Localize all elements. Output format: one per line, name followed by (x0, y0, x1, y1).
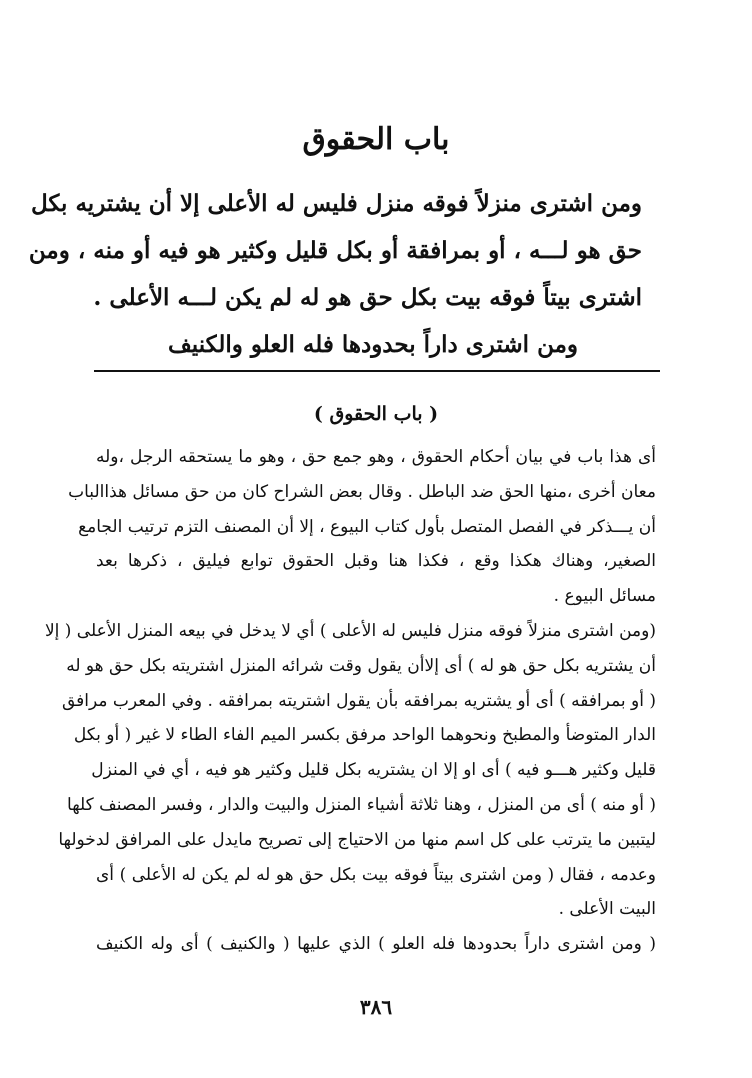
commentary-line: مسائل البيوع . (553, 586, 656, 607)
commentary-line: (ومن اشترى منزلاً فوقه منزل فليس له الأعلى ) أي لا يدخل في بيعه المنزل الأعلى ( إلا (44, 620, 656, 641)
matn-line: ومن اشترى منزلاً فوقه منزل فليس له الأعلى إلا أن يشتريه بكل (30, 190, 642, 217)
commentary-line: ( أو منه ) أى من المنزل ، وهنا ثلاثة أشياء المنزل والبيت والدار ، وفسر المصنف كلها (67, 794, 656, 815)
commentary-line: أن يشتريه بكل حق هو له ) أى إلاأن يقول وقت شرائه المنزل اشتريته بكل حق هو له (66, 655, 656, 676)
commentary-line: ( ومن اشترى داراً بحدودها فله العلو ) الذي عليها ( والكنيف ) أى وله الكنيف (96, 934, 656, 955)
chapter-title: باب الحقوق (302, 122, 450, 157)
commentary-line: الصغير، وهناك هكذا وقع ، فكذا هنا وقبل الحقوق توابع فيليق ، ذكرها بعد (96, 551, 656, 572)
commentary-line: الدار المتوضأ والمطبخ ونحوهما الواحد مرفق بكسر الميم الفاء الطاء لا غير ( أو بكل (73, 725, 656, 746)
matn-line: ومن اشترى داراً بحدودها فله العلو والكنيف (167, 331, 579, 358)
commentary-line: وعدمه ، فقال ( ومن اشترى بيتاً فوقه بيت بكل حق هو له لم يكن له الأعلى ) أى (96, 864, 656, 885)
commentary-line: ( أو بمرافقه ) أى أو يشتريه بمرافقه بأن يقول اشتريته بمرافقه . وفي المعرب مرافق (61, 690, 656, 711)
commentary-paragraph (96, 927, 656, 962)
commentary-block (44, 440, 656, 962)
matn-block (28, 180, 642, 368)
commentary-line: قليل وكثير هـــو فيه ) أى او إلا ان يشتريه بكل قليل وكثير هو فيه ، أي في المنزل (91, 760, 656, 781)
commentary-line: معان أخرى ،منها الحق ضد الباطل . وقال بعض الشراح كان من حق مسائل هذاالباب (68, 481, 656, 502)
commentary-heading: ( باب الحقوق ) (313, 403, 439, 425)
matn-line: اشترى بيتاً فوقه بيت بكل حق هو له لم يكن لـــه الأعلى . (93, 284, 642, 311)
matn-line: حق هو لـــه ، أو بمرافقة أو بكل قليل وكثير هو فيه أو منه ، ومن (28, 237, 642, 264)
commentary-paragraph (44, 614, 656, 927)
commentary-line: أن يـــذكر في الفصل المتصل بأول كتاب البيوع ، إلا أن المصنف التزم ترتيب الجامع (78, 516, 656, 537)
commentary-line: ليتبين ما يترتب على كل اسم منها من الاحتياج إلى تصريح مايدل على المرافق لدخولها (58, 829, 656, 850)
commentary-line: أى هذا باب في بيان أحكام الحقوق ، وهو جمع حق ، وهو ما يستحقه الرجل ،وله (96, 447, 656, 467)
commentary-paragraph (68, 440, 656, 614)
page-number: ٣٨٦ (359, 995, 393, 1019)
commentary-line: البيت الأعلى . (558, 899, 656, 920)
section-divider (94, 370, 660, 372)
